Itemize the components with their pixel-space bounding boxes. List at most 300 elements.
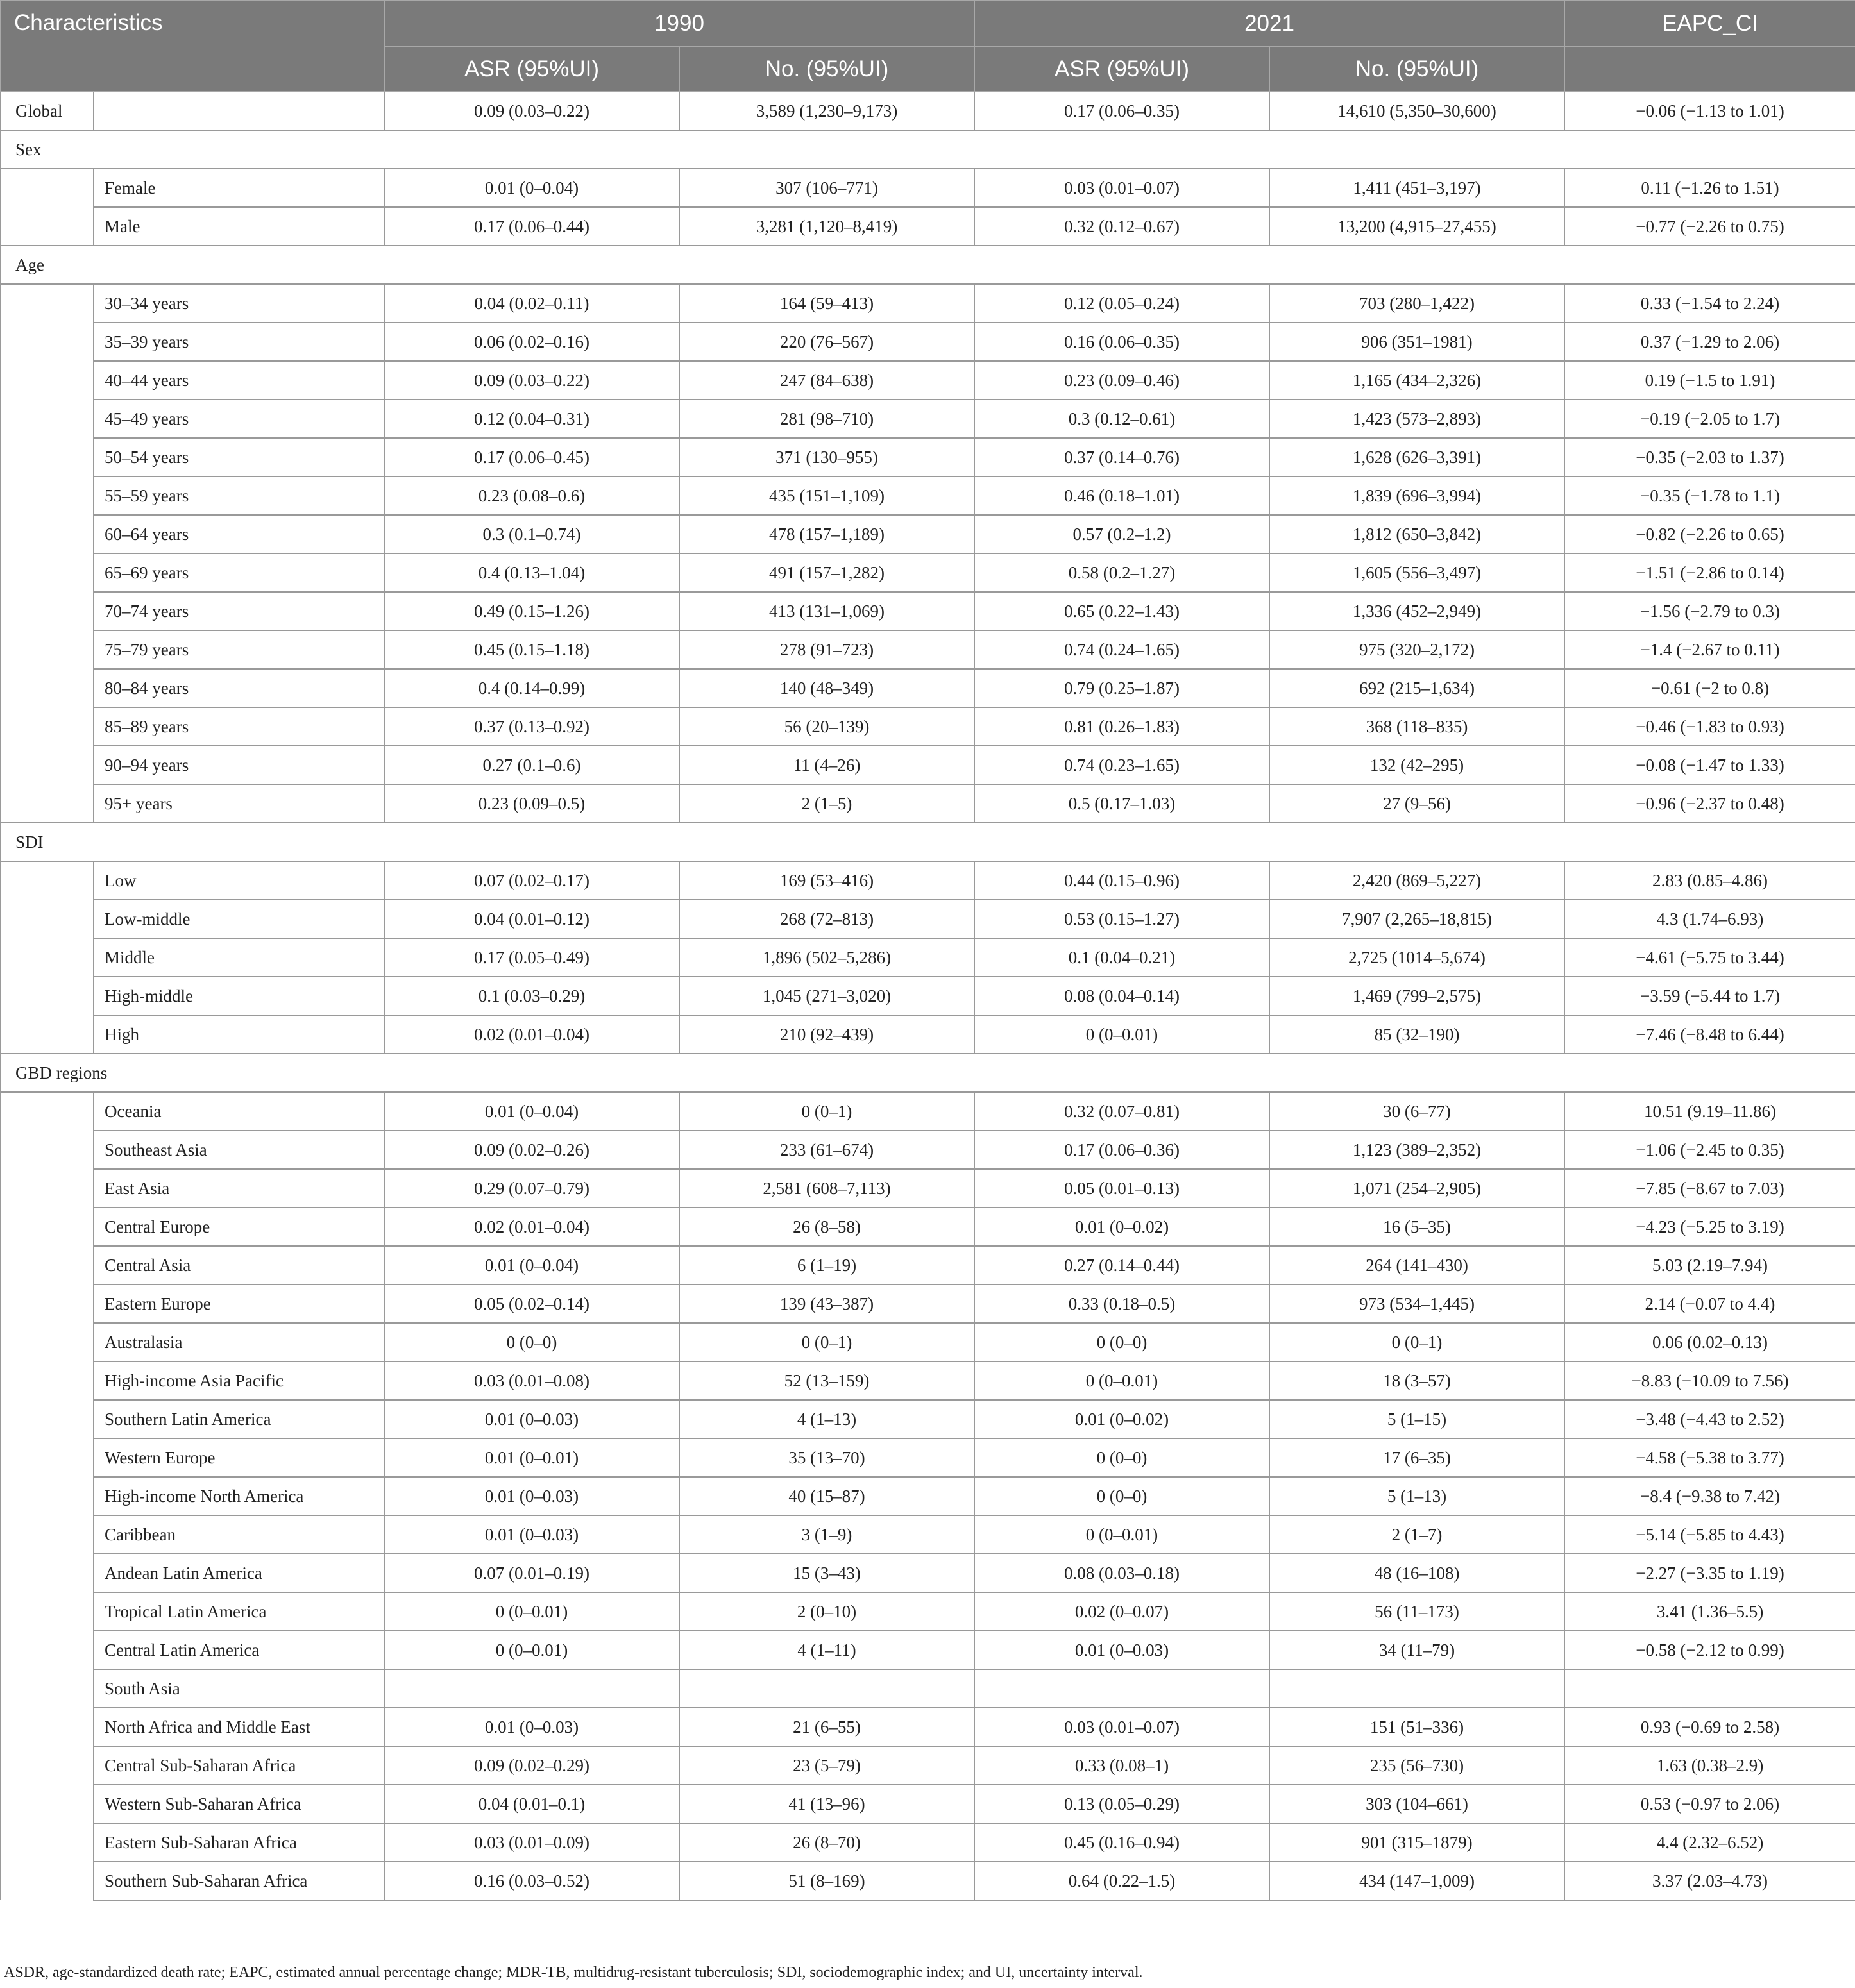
cell-asr-2021: 0 (0–0) bbox=[974, 1477, 1269, 1515]
cell-no-2021: 34 (11–79) bbox=[1269, 1631, 1564, 1669]
table-row bbox=[1, 1169, 1855, 1208]
table-row bbox=[1, 592, 1855, 630]
header-no-2021: No. (95%UI) bbox=[1269, 47, 1564, 92]
cell-no-2021: 1,411 (451–3,197) bbox=[1269, 169, 1564, 207]
cell-no-1990: 2,581 (608–7,113) bbox=[679, 1169, 974, 1208]
cell-label: 90–94 years bbox=[94, 746, 384, 784]
cell-no-1990: 3 (1–9) bbox=[679, 1515, 974, 1554]
cell-no-1990: 3,281 (1,120–8,419) bbox=[679, 207, 974, 246]
cell-label: 60–64 years bbox=[94, 515, 384, 553]
cell-no-1990: 15 (3–43) bbox=[679, 1554, 974, 1592]
cell-asr-2021: 0 (0–0) bbox=[974, 1323, 1269, 1361]
cell-label: 85–89 years bbox=[94, 707, 384, 746]
cell-asr-2021: 0.1 (0.04–0.21) bbox=[974, 938, 1269, 977]
table-row bbox=[1, 515, 1855, 553]
cell-eapc: −1.4 (−2.67 to 0.11) bbox=[1564, 630, 1855, 669]
table-footnote: ASDR, age-standardized death rate; EAPC, estimated annual percentage change; MDR-TB, multidrug-resistant tuberculosis; SDI, sociodemographic index; and UI, uncertainty interval. bbox=[4, 1964, 1143, 1981]
cell-no-1990: 491 (157–1,282) bbox=[679, 553, 974, 592]
cell-label: South Asia bbox=[94, 1669, 384, 1708]
cell-no-2021: 1,423 (573–2,893) bbox=[1269, 400, 1564, 438]
table-row bbox=[1, 1208, 1855, 1246]
cell-label: Female bbox=[94, 169, 384, 207]
global-eapc: −0.06 (−1.13 to 1.01) bbox=[1564, 92, 1855, 130]
cell-asr-2021: 0.58 (0.2–1.27) bbox=[974, 553, 1269, 592]
cell-asr-2021: 0.27 (0.14–0.44) bbox=[974, 1246, 1269, 1285]
cell-label: Central Asia bbox=[94, 1246, 384, 1285]
cell-eapc: −0.35 (−1.78 to 1.1) bbox=[1564, 476, 1855, 515]
cell-asr-1990: 0.37 (0.13–0.92) bbox=[384, 707, 679, 746]
cell-asr-2021: 0.16 (0.06–0.35) bbox=[974, 323, 1269, 361]
cell-asr-2021: 0.08 (0.03–0.18) bbox=[974, 1554, 1269, 1592]
cell-asr-2021: 0.53 (0.15–1.27) bbox=[974, 900, 1269, 938]
cell-asr-2021: 0.74 (0.24–1.65) bbox=[974, 630, 1269, 669]
cell-no-1990: 233 (61–674) bbox=[679, 1131, 974, 1169]
cell-no-2021: 18 (3–57) bbox=[1269, 1361, 1564, 1400]
cell-no-2021: 703 (280–1,422) bbox=[1269, 284, 1564, 323]
cell-asr-2021: 0.74 (0.23–1.65) bbox=[974, 746, 1269, 784]
cell-eapc: −7.85 (−8.67 to 7.03) bbox=[1564, 1169, 1855, 1208]
cell-asr-1990: 0.01 (0–0.04) bbox=[384, 1092, 679, 1131]
table-row bbox=[1, 1746, 1855, 1785]
cell-no-1990: 278 (91–723) bbox=[679, 630, 974, 669]
cell-no-1990: 2 (1–5) bbox=[679, 784, 974, 823]
section-header-row bbox=[1, 246, 1855, 284]
cell-label: Andean Latin America bbox=[94, 1554, 384, 1592]
header-characteristics: Characteristics bbox=[1, 1, 384, 92]
table-row bbox=[1, 361, 1855, 400]
cell-no-2021: 48 (16–108) bbox=[1269, 1554, 1564, 1592]
cell-asr-1990: 0.04 (0.01–0.12) bbox=[384, 900, 679, 938]
cell-asr-1990: 0.01 (0–0.03) bbox=[384, 1515, 679, 1554]
cell-eapc: 4.4 (2.32–6.52) bbox=[1564, 1823, 1855, 1862]
cell-no-2021 bbox=[1269, 1669, 1564, 1708]
cell-asr-2021: 0.3 (0.12–0.61) bbox=[974, 400, 1269, 438]
cell-label: Caribbean bbox=[94, 1515, 384, 1554]
cell-asr-1990: 0 (0–0.01) bbox=[384, 1592, 679, 1631]
cell-asr-2021: 0.45 (0.16–0.94) bbox=[974, 1823, 1269, 1862]
cell-asr-1990: 0.23 (0.08–0.6) bbox=[384, 476, 679, 515]
header-asr-1990: ASR (95%UI) bbox=[384, 47, 679, 92]
cell-no-1990: 35 (13–70) bbox=[679, 1438, 974, 1477]
cell-no-2021: 1,071 (254–2,905) bbox=[1269, 1169, 1564, 1208]
cell-asr-1990: 0.23 (0.09–0.5) bbox=[384, 784, 679, 823]
cell-no-2021: 434 (147–1,009) bbox=[1269, 1862, 1564, 1900]
cell-eapc: 10.51 (9.19–11.86) bbox=[1564, 1092, 1855, 1131]
cell-no-1990: 23 (5–79) bbox=[679, 1746, 974, 1785]
cell-eapc: −3.48 (−4.43 to 2.52) bbox=[1564, 1400, 1855, 1438]
cell-label: High-income Asia Pacific bbox=[94, 1361, 384, 1400]
table-row bbox=[1, 1862, 1855, 1900]
table-row bbox=[1, 1246, 1855, 1285]
cell-no-2021: 85 (32–190) bbox=[1269, 1015, 1564, 1054]
table-row bbox=[1, 1554, 1855, 1592]
cell-no-1990: 1,896 (502–5,286) bbox=[679, 938, 974, 977]
cell-eapc: −0.08 (−1.47 to 1.33) bbox=[1564, 746, 1855, 784]
cell-asr-1990: 0.01 (0–0.03) bbox=[384, 1708, 679, 1746]
cell-label: Southern Sub-Saharan Africa bbox=[94, 1862, 384, 1900]
cell-no-2021: 132 (42–295) bbox=[1269, 746, 1564, 784]
cell-no-1990: 11 (4–26) bbox=[679, 746, 974, 784]
header-eapc-blank bbox=[1564, 47, 1855, 92]
cell-asr-1990: 0.06 (0.02–0.16) bbox=[384, 323, 679, 361]
cell-eapc: −1.51 (−2.86 to 0.14) bbox=[1564, 553, 1855, 592]
cell-eapc bbox=[1564, 1669, 1855, 1708]
cell-eapc: −0.19 (−2.05 to 1.7) bbox=[1564, 400, 1855, 438]
global-asr-2021: 0.17 (0.06–0.35) bbox=[974, 92, 1269, 130]
cell-asr-2021: 0.03 (0.01–0.07) bbox=[974, 169, 1269, 207]
indent-cell bbox=[1, 169, 94, 246]
cell-no-2021: 973 (534–1,445) bbox=[1269, 1285, 1564, 1323]
cell-asr-2021: 0.5 (0.17–1.03) bbox=[974, 784, 1269, 823]
cell-no-1990: 21 (6–55) bbox=[679, 1708, 974, 1746]
cell-asr-1990: 0.03 (0.01–0.08) bbox=[384, 1361, 679, 1400]
section-title: Age bbox=[1, 246, 1855, 284]
cell-eapc: −7.46 (−8.48 to 6.44) bbox=[1564, 1015, 1855, 1054]
cell-label: Low bbox=[94, 861, 384, 900]
section-title: SDI bbox=[1, 823, 1855, 861]
table-row bbox=[1, 1323, 1855, 1361]
cell-eapc: 0.06 (0.02–0.13) bbox=[1564, 1323, 1855, 1361]
cell-eapc: 0.19 (−1.5 to 1.91) bbox=[1564, 361, 1855, 400]
cell-eapc: 1.63 (0.38–2.9) bbox=[1564, 1746, 1855, 1785]
table-row bbox=[1, 1400, 1855, 1438]
cell-asr-1990: 0.09 (0.02–0.26) bbox=[384, 1131, 679, 1169]
cell-eapc: −1.06 (−2.45 to 0.35) bbox=[1564, 1131, 1855, 1169]
cell-eapc: 0.11 (−1.26 to 1.51) bbox=[1564, 169, 1855, 207]
cell-label: 30–34 years bbox=[94, 284, 384, 323]
cell-asr-2021: 0.57 (0.2–1.2) bbox=[974, 515, 1269, 553]
cell-asr-2021: 0.17 (0.06–0.36) bbox=[974, 1131, 1269, 1169]
table-row bbox=[1, 900, 1855, 938]
cell-no-2021: 303 (104–661) bbox=[1269, 1785, 1564, 1823]
section-header-row bbox=[1, 1054, 1855, 1092]
table-row bbox=[1, 323, 1855, 361]
cell-asr-1990: 0.02 (0.01–0.04) bbox=[384, 1208, 679, 1246]
cell-label: 75–79 years bbox=[94, 630, 384, 669]
table-row bbox=[1, 746, 1855, 784]
table-row bbox=[1, 1515, 1855, 1554]
cell-no-2021: 1,839 (696–3,994) bbox=[1269, 476, 1564, 515]
cell-asr-1990: 0.03 (0.01–0.09) bbox=[384, 1823, 679, 1862]
cell-no-2021: 1,123 (389–2,352) bbox=[1269, 1131, 1564, 1169]
cell-asr-2021: 0.32 (0.12–0.67) bbox=[974, 207, 1269, 246]
cell-no-2021: 2,725 (1014–5,674) bbox=[1269, 938, 1564, 977]
table-row bbox=[1, 284, 1855, 323]
cell-asr-1990: 0.01 (0–0.04) bbox=[384, 1246, 679, 1285]
global-asr-1990: 0.09 (0.03–0.22) bbox=[384, 92, 679, 130]
cell-label: Southern Latin America bbox=[94, 1400, 384, 1438]
indent-cell bbox=[1, 1092, 94, 1900]
cell-eapc: −0.46 (−1.83 to 0.93) bbox=[1564, 707, 1855, 746]
cell-eapc: −0.96 (−2.37 to 0.48) bbox=[1564, 784, 1855, 823]
cell-no-2021: 1,469 (799–2,575) bbox=[1269, 977, 1564, 1015]
cell-no-1990: 40 (15–87) bbox=[679, 1477, 974, 1515]
cell-no-1990: 478 (157–1,189) bbox=[679, 515, 974, 553]
cell-label: 80–84 years bbox=[94, 669, 384, 707]
cell-eapc: −8.83 (−10.09 to 7.56) bbox=[1564, 1361, 1855, 1400]
cell-asr-1990: 0.1 (0.03–0.29) bbox=[384, 977, 679, 1015]
cell-asr-2021: 0.64 (0.22–1.5) bbox=[974, 1862, 1269, 1900]
cell-label: Male bbox=[94, 207, 384, 246]
cell-no-1990: 371 (130–955) bbox=[679, 438, 974, 476]
cell-label: 40–44 years bbox=[94, 361, 384, 400]
cell-no-2021: 1,336 (452–2,949) bbox=[1269, 592, 1564, 630]
cell-label: Western Europe bbox=[94, 1438, 384, 1477]
cell-no-2021: 2,420 (869–5,227) bbox=[1269, 861, 1564, 900]
cell-asr-2021: 0 (0–0.01) bbox=[974, 1361, 1269, 1400]
cell-eapc: 5.03 (2.19–7.94) bbox=[1564, 1246, 1855, 1285]
table-row bbox=[1, 438, 1855, 476]
cell-asr-2021: 0.23 (0.09–0.46) bbox=[974, 361, 1269, 400]
cell-no-2021: 16 (5–35) bbox=[1269, 1208, 1564, 1246]
cell-no-1990 bbox=[679, 1669, 974, 1708]
cell-asr-1990: 0.05 (0.02–0.14) bbox=[384, 1285, 679, 1323]
table-row bbox=[1, 707, 1855, 746]
table-row bbox=[1, 476, 1855, 515]
cell-asr-1990: 0.09 (0.02–0.29) bbox=[384, 1746, 679, 1785]
cell-asr-1990: 0.3 (0.1–0.74) bbox=[384, 515, 679, 553]
cell-eapc: 2.14 (−0.07 to 4.4) bbox=[1564, 1285, 1855, 1323]
cell-asr-1990: 0.12 (0.04–0.31) bbox=[384, 400, 679, 438]
section-title: GBD regions bbox=[1, 1054, 1855, 1092]
cell-asr-1990: 0.17 (0.05–0.49) bbox=[384, 938, 679, 977]
global-no-1990: 3,589 (1,230–9,173) bbox=[679, 92, 974, 130]
cell-label: 50–54 years bbox=[94, 438, 384, 476]
cell-label: Australasia bbox=[94, 1323, 384, 1361]
indent-cell bbox=[1, 861, 94, 1054]
cell-label: Eastern Sub-Saharan Africa bbox=[94, 1823, 384, 1862]
cell-no-2021: 1,605 (556–3,497) bbox=[1269, 553, 1564, 592]
cell-no-1990: 164 (59–413) bbox=[679, 284, 974, 323]
cell-eapc: −4.23 (−5.25 to 3.19) bbox=[1564, 1208, 1855, 1246]
cell-asr-1990: 0.01 (0–0.01) bbox=[384, 1438, 679, 1477]
cell-asr-2021: 0.65 (0.22–1.43) bbox=[974, 592, 1269, 630]
cell-no-2021: 13,200 (4,915–27,455) bbox=[1269, 207, 1564, 246]
table-row bbox=[1, 1592, 1855, 1631]
cell-label: Middle bbox=[94, 938, 384, 977]
cell-asr-1990: 0.07 (0.01–0.19) bbox=[384, 1554, 679, 1592]
cell-no-1990: 51 (8–169) bbox=[679, 1862, 974, 1900]
cell-asr-1990: 0.04 (0.02–0.11) bbox=[384, 284, 679, 323]
cell-no-2021: 235 (56–730) bbox=[1269, 1746, 1564, 1785]
table-row bbox=[1, 938, 1855, 977]
global-no-2021: 14,610 (5,350–30,600) bbox=[1269, 92, 1564, 130]
cell-no-1990: 4 (1–11) bbox=[679, 1631, 974, 1669]
cell-no-1990: 4 (1–13) bbox=[679, 1400, 974, 1438]
table-row bbox=[1, 1669, 1855, 1708]
cell-label: High-middle bbox=[94, 977, 384, 1015]
cell-asr-2021: 0.46 (0.18–1.01) bbox=[974, 476, 1269, 515]
cell-asr-1990: 0 (0–0.01) bbox=[384, 1631, 679, 1669]
cell-eapc: −0.82 (−2.26 to 0.65) bbox=[1564, 515, 1855, 553]
cell-asr-2021: 0 (0–0.01) bbox=[974, 1015, 1269, 1054]
table-row bbox=[1, 1015, 1855, 1054]
header-year-2021: 2021 bbox=[974, 1, 1564, 47]
cell-label: Tropical Latin America bbox=[94, 1592, 384, 1631]
indent-cell bbox=[1, 284, 94, 823]
cell-no-2021: 264 (141–430) bbox=[1269, 1246, 1564, 1285]
cell-asr-1990: 0.01 (0–0.03) bbox=[384, 1400, 679, 1438]
cell-no-1990: 52 (13–159) bbox=[679, 1361, 974, 1400]
cell-asr-1990: 0.29 (0.07–0.79) bbox=[384, 1169, 679, 1208]
cell-no-1990: 220 (76–567) bbox=[679, 323, 974, 361]
cell-label: Central Sub-Saharan Africa bbox=[94, 1746, 384, 1785]
cell-no-2021: 975 (320–2,172) bbox=[1269, 630, 1564, 669]
cell-asr-2021: 0.01 (0–0.02) bbox=[974, 1400, 1269, 1438]
cell-no-1990: 6 (1–19) bbox=[679, 1246, 974, 1285]
cell-no-2021: 692 (215–1,634) bbox=[1269, 669, 1564, 707]
cell-asr-1990: 0.01 (0–0.04) bbox=[384, 169, 679, 207]
cell-eapc: −3.59 (−5.44 to 1.7) bbox=[1564, 977, 1855, 1015]
cell-no-1990: 2 (0–10) bbox=[679, 1592, 974, 1631]
cell-no-1990: 169 (53–416) bbox=[679, 861, 974, 900]
section-header-row bbox=[1, 130, 1855, 169]
cell-asr-2021: 0.05 (0.01–0.13) bbox=[974, 1169, 1269, 1208]
table-row bbox=[1, 1823, 1855, 1862]
cell-eapc: 2.83 (0.85–4.86) bbox=[1564, 861, 1855, 900]
cell-asr-1990: 0.17 (0.06–0.45) bbox=[384, 438, 679, 476]
table-row bbox=[1, 400, 1855, 438]
cell-eapc: −4.58 (−5.38 to 3.77) bbox=[1564, 1438, 1855, 1477]
cell-label: 70–74 years bbox=[94, 592, 384, 630]
cell-asr-1990: 0.04 (0.01–0.1) bbox=[384, 1785, 679, 1823]
table-row bbox=[1, 1131, 1855, 1169]
cell-asr-2021: 0.33 (0.08–1) bbox=[974, 1746, 1269, 1785]
cell-label: 95+ years bbox=[94, 784, 384, 823]
cell-asr-1990: 0.17 (0.06–0.44) bbox=[384, 207, 679, 246]
header-asr-2021: ASR (95%UI) bbox=[974, 47, 1269, 92]
table-row bbox=[1, 169, 1855, 207]
cell-asr-2021: 0.32 (0.07–0.81) bbox=[974, 1092, 1269, 1131]
table-row bbox=[1, 1708, 1855, 1746]
table-row bbox=[1, 630, 1855, 669]
cell-eapc: −0.58 (−2.12 to 0.99) bbox=[1564, 1631, 1855, 1669]
cell-no-2021: 906 (351–1981) bbox=[1269, 323, 1564, 361]
cell-asr-1990: 0.27 (0.1–0.6) bbox=[384, 746, 679, 784]
cell-no-1990: 41 (13–96) bbox=[679, 1785, 974, 1823]
cell-eapc: −1.56 (−2.79 to 0.3) bbox=[1564, 592, 1855, 630]
cell-no-1990: 435 (151–1,109) bbox=[679, 476, 974, 515]
cell-asr-2021: 0.08 (0.04–0.14) bbox=[974, 977, 1269, 1015]
cell-asr-2021: 0.44 (0.15–0.96) bbox=[974, 861, 1269, 900]
table-row bbox=[1, 1092, 1855, 1131]
global-label: Global bbox=[1, 92, 94, 130]
cell-asr-1990: 0.45 (0.15–1.18) bbox=[384, 630, 679, 669]
cell-label: 65–69 years bbox=[94, 553, 384, 592]
cell-asr-2021: 0.13 (0.05–0.29) bbox=[974, 1785, 1269, 1823]
cell-label: Oceania bbox=[94, 1092, 384, 1131]
cell-no-1990: 0 (0–1) bbox=[679, 1323, 974, 1361]
cell-eapc: −0.77 (−2.26 to 0.75) bbox=[1564, 207, 1855, 246]
table-row-global bbox=[1, 92, 1855, 130]
cell-asr-1990: 0.49 (0.15–1.26) bbox=[384, 592, 679, 630]
cell-no-1990: 0 (0–1) bbox=[679, 1092, 974, 1131]
cell-asr-1990: 0.4 (0.13–1.04) bbox=[384, 553, 679, 592]
cell-eapc: −2.27 (−3.35 to 1.19) bbox=[1564, 1554, 1855, 1592]
cell-no-1990: 26 (8–70) bbox=[679, 1823, 974, 1862]
cell-asr-2021: 0.33 (0.18–0.5) bbox=[974, 1285, 1269, 1323]
cell-asr-1990: 0.4 (0.14–0.99) bbox=[384, 669, 679, 707]
cell-eapc: −5.14 (−5.85 to 4.43) bbox=[1564, 1515, 1855, 1554]
cell-eapc: 0.93 (−0.69 to 2.58) bbox=[1564, 1708, 1855, 1746]
table-row bbox=[1, 1477, 1855, 1515]
cell-asr-1990: 0.01 (0–0.03) bbox=[384, 1477, 679, 1515]
cell-no-1990: 140 (48–349) bbox=[679, 669, 974, 707]
section-header-row bbox=[1, 823, 1855, 861]
table-row bbox=[1, 861, 1855, 900]
table-body bbox=[1, 92, 1855, 1900]
cell-asr-2021: 0.03 (0.01–0.07) bbox=[974, 1708, 1269, 1746]
table-row bbox=[1, 553, 1855, 592]
table-row bbox=[1, 207, 1855, 246]
cell-label: Central Europe bbox=[94, 1208, 384, 1246]
table-row bbox=[1, 1438, 1855, 1477]
cell-no-1990: 1,045 (271–3,020) bbox=[679, 977, 974, 1015]
cell-label: East Asia bbox=[94, 1169, 384, 1208]
cell-asr-2021: 0.81 (0.26–1.83) bbox=[974, 707, 1269, 746]
table-row bbox=[1, 1631, 1855, 1669]
header-no-1990: No. (95%UI) bbox=[679, 47, 974, 92]
cell-label: North Africa and Middle East bbox=[94, 1708, 384, 1746]
cell-asr-1990: 0.07 (0.02–0.17) bbox=[384, 861, 679, 900]
cell-asr-2021: 0.79 (0.25–1.87) bbox=[974, 669, 1269, 707]
table-row bbox=[1, 669, 1855, 707]
cell-asr-1990: 0.16 (0.03–0.52) bbox=[384, 1862, 679, 1900]
cell-label: Eastern Europe bbox=[94, 1285, 384, 1323]
cell-no-2021: 1,628 (626–3,391) bbox=[1269, 438, 1564, 476]
cell-label: 45–49 years bbox=[94, 400, 384, 438]
table-row bbox=[1, 1285, 1855, 1323]
cell-eapc: 4.3 (1.74–6.93) bbox=[1564, 900, 1855, 938]
cell-eapc: 0.37 (−1.29 to 2.06) bbox=[1564, 323, 1855, 361]
cell-no-2021: 30 (6–77) bbox=[1269, 1092, 1564, 1131]
cell-no-1990: 247 (84–638) bbox=[679, 361, 974, 400]
cell-label: High bbox=[94, 1015, 384, 1054]
cell-label: Southeast Asia bbox=[94, 1131, 384, 1169]
cell-no-2021: 2 (1–7) bbox=[1269, 1515, 1564, 1554]
cell-asr-2021: 0.01 (0–0.02) bbox=[974, 1208, 1269, 1246]
table-row bbox=[1, 1785, 1855, 1823]
cell-no-1990: 26 (8–58) bbox=[679, 1208, 974, 1246]
cell-asr-2021: 0.12 (0.05–0.24) bbox=[974, 284, 1269, 323]
cell-asr-2021: 0.01 (0–0.03) bbox=[974, 1631, 1269, 1669]
cell-no-2021: 5 (1–15) bbox=[1269, 1400, 1564, 1438]
cell-asr-2021: 0 (0–0) bbox=[974, 1438, 1269, 1477]
cell-asr-2021: 0 (0–0.01) bbox=[974, 1515, 1269, 1554]
header-eapc: EAPC_CI bbox=[1564, 1, 1855, 47]
cell-eapc: 3.37 (2.03–4.73) bbox=[1564, 1862, 1855, 1900]
cell-no-2021: 368 (118–835) bbox=[1269, 707, 1564, 746]
cell-no-2021: 27 (9–56) bbox=[1269, 784, 1564, 823]
table-row bbox=[1, 1361, 1855, 1400]
cell-eapc: −0.61 (−2 to 0.8) bbox=[1564, 669, 1855, 707]
cell-no-1990: 268 (72–813) bbox=[679, 900, 974, 938]
cell-no-2021: 56 (11–173) bbox=[1269, 1592, 1564, 1631]
cell-label: Western Sub-Saharan Africa bbox=[94, 1785, 384, 1823]
header-year-1990: 1990 bbox=[384, 1, 974, 47]
cell-asr-1990: 0.02 (0.01–0.04) bbox=[384, 1015, 679, 1054]
table-row bbox=[1, 977, 1855, 1015]
cell-asr-1990: 0.09 (0.03–0.22) bbox=[384, 361, 679, 400]
cell-no-2021: 0 (0–1) bbox=[1269, 1323, 1564, 1361]
cell-asr-2021: 0.37 (0.14–0.76) bbox=[974, 438, 1269, 476]
cell-label: Low-middle bbox=[94, 900, 384, 938]
cell-no-2021: 1,165 (434–2,326) bbox=[1269, 361, 1564, 400]
cell-no-1990: 56 (20–139) bbox=[679, 707, 974, 746]
cell-label: Central Latin America bbox=[94, 1631, 384, 1669]
table-row bbox=[1, 784, 1855, 823]
cell-no-2021: 901 (315–1879) bbox=[1269, 1823, 1564, 1862]
